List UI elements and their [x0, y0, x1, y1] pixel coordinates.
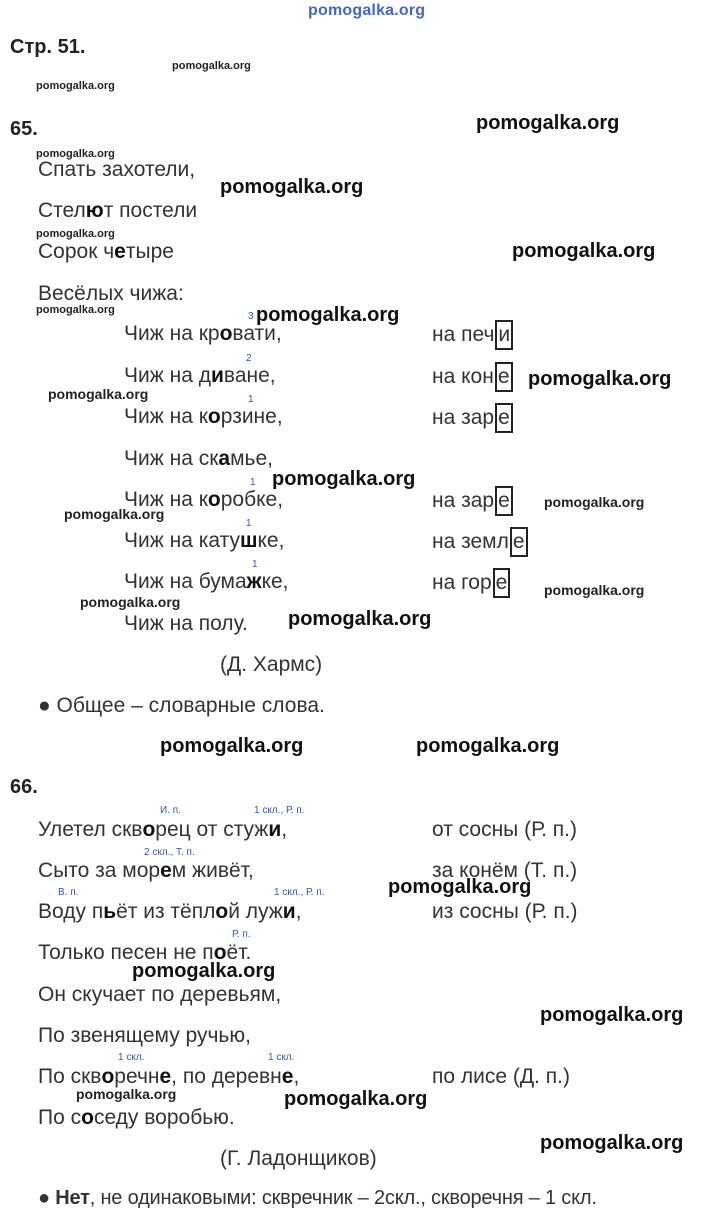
stress-mark: 2 [246, 353, 252, 364]
watermark: pomogalka.org [284, 1088, 428, 1110]
chizh-line: Чиж на корзине, [124, 405, 283, 428]
author: (Д. Хармс) [220, 653, 323, 676]
case-mark: 1 скл., Р. п. [254, 805, 305, 816]
watermark: pomogalka.org [36, 80, 115, 92]
ending-box: е [510, 527, 528, 557]
exercise-66-number: 66. [10, 776, 38, 798]
watermark: pomogalka.org [48, 386, 149, 402]
ending-box: и [495, 320, 513, 350]
watermark: pomogalka.org [544, 494, 645, 510]
chizh-line: Чиж на бумажке, [124, 570, 289, 593]
exercise-65-number: 65. [10, 118, 38, 140]
case-mark: 1 скл. [268, 1052, 295, 1063]
chizh-right: на земл е [432, 527, 528, 557]
watermark: pomogalka.org [272, 468, 416, 490]
poem-right: за конём (Т. п.) [432, 859, 578, 882]
watermark: pomogalka.org [388, 876, 532, 898]
case-mark: 2 скл., Т. п. [144, 847, 195, 858]
chizh-line: Чиж на коробке, [124, 488, 284, 511]
poem-line: Спать захотели, [38, 158, 196, 181]
chizh-line: Чиж на кровати, [124, 322, 282, 345]
ending-box: е [495, 486, 513, 516]
watermark: pomogalka.org [544, 582, 645, 598]
poem-line: Сыто за морем живёт, [38, 859, 254, 882]
page-label: Стр. 51. [10, 36, 86, 58]
stress-mark: 1 [248, 394, 254, 405]
chizh-line: Чиж на полу. [124, 612, 248, 635]
chizh-right: на кон е [432, 362, 513, 392]
poem-line: По соседу воробью. [38, 1106, 235, 1129]
watermark-top: pomogalka.org [308, 2, 426, 19]
watermark: pomogalka.org [220, 176, 364, 198]
watermark: pomogalka.org [528, 368, 672, 390]
chizh-line: Чиж на скамье, [124, 447, 274, 470]
ending-box: е [495, 403, 513, 433]
poem-line: Он скучает по деревьям, [38, 983, 282, 1006]
poem-line: По звенящему ручью, [38, 1024, 251, 1047]
watermark: pomogalka.org [160, 735, 304, 757]
case-mark: 1 скл., Р. п. [274, 887, 325, 898]
poem-line: Весёлых чижа: [38, 282, 184, 305]
watermark: pomogalka.org [288, 608, 432, 630]
stress-mark: 3 [248, 311, 254, 322]
case-mark: 1 скл. [118, 1052, 145, 1063]
chizh-right: на зар е [432, 486, 513, 516]
poem-line: Сорок четыре [38, 240, 174, 263]
answer-65: ● Общее – словарные слова. [38, 694, 325, 717]
poem-line: Улетел скворец от стужи, [38, 818, 288, 841]
watermark: pomogalka.org [476, 112, 620, 134]
chizh-line: Чиж на диване, [124, 364, 276, 387]
poem-right: от сосны (Р. п.) [432, 818, 578, 841]
poem-line: Только песен не поёт. [38, 941, 252, 964]
watermark: pomogalka.org [36, 228, 115, 240]
watermark: pomogalka.org [36, 304, 115, 316]
chizh-right: на печ и [432, 320, 513, 350]
poem-right: по лисе (Д. п.) [432, 1065, 570, 1088]
stress-mark: 1 [252, 559, 258, 570]
author: (Г. Ладонщиков) [220, 1147, 377, 1170]
case-mark: И. п. [160, 805, 181, 816]
case-mark: Р. п. [232, 929, 251, 940]
stress-mark: 1 [246, 518, 252, 529]
watermark: pomogalka.org [64, 506, 165, 522]
chizh-right: на зар е [432, 403, 513, 433]
watermark: pomogalka.org [36, 148, 115, 160]
chizh-line: Чиж на катушке, [124, 529, 285, 552]
watermark: pomogalka.org [540, 1132, 684, 1154]
poem-line: Воду пьёт из тёплой лужи, [38, 900, 302, 923]
chizh-right: на гор е [432, 568, 510, 598]
poem-line: Стелют постели [38, 199, 198, 222]
watermark: pomogalka.org [416, 735, 560, 757]
watermark: pomogalka.org [512, 240, 656, 262]
watermark: pomogalka.org [540, 1004, 684, 1026]
watermark: pomogalka.org [172, 60, 251, 72]
ending-box: е [495, 362, 513, 392]
watermark: pomogalka.org [80, 594, 181, 610]
watermark: pomogalka.org [132, 960, 276, 982]
answer-66: ● Нет, не одинаковыми: сквречник – 2скл., скворечня – 1 скл. [38, 1187, 597, 1209]
poem-right: из сосны (Р. п.) [432, 900, 578, 923]
watermark: pomogalka.org [256, 304, 400, 326]
case-mark: В. п. [58, 887, 79, 898]
ending-box: е [493, 568, 511, 598]
poem-line: По скворечне, по деревне, [38, 1065, 300, 1088]
stress-mark: 1 [250, 477, 256, 488]
watermark: pomogalka.org [76, 1086, 177, 1102]
